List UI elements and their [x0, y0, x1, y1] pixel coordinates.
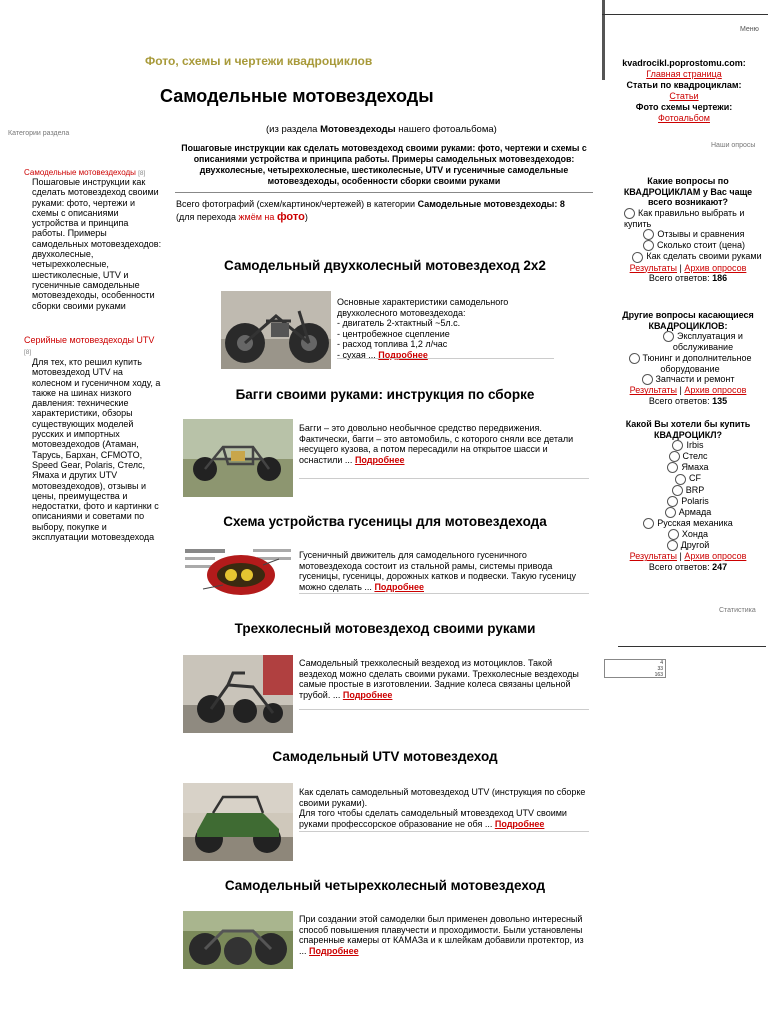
stats-rule [618, 646, 766, 647]
radio-icon[interactable] [665, 507, 676, 518]
poll-frequent-questions: Какие вопросы по КВАДРОЦИКЛАМ у Вас чаще всего возникают? Как правильно выбрать и купить Отзывы и сравнения Сколько стоит (цена) Как сделать своими руками Результаты | Архив опросов Всего ответов: 186 [612, 176, 764, 284]
poll-archive-link[interactable]: Архив опросов [684, 385, 747, 396]
radio-icon[interactable] [632, 252, 643, 263]
track-scheme-image[interactable] [183, 545, 293, 601]
more-link[interactable]: Подробнее [378, 349, 428, 360]
divider [299, 831, 589, 832]
poll-option[interactable]: Irbis [612, 440, 764, 451]
more-link[interactable]: Подробнее [374, 581, 424, 592]
sidebar-top-rule [602, 14, 768, 15]
poll-other-questions: Другие вопросы касающиеся КВАДРОЦИКЛОВ: Эксплуатация и обслуживание Тюнинг и дополнительное оборудование Запчасти и ремонт Результаты | Архив опросов Всего ответов: 135 [612, 310, 764, 406]
more-link[interactable]: Подробнее [354, 454, 405, 465]
article-excerpt: Как сделать самодельный мотовездеход UTV (инструкция по сборке своими руками). Для того чтобы сделать самодельный мтовездеход UTV своими руками профессорское образование не обя ... Подробнее [299, 787, 586, 829]
radio-icon[interactable] [669, 451, 680, 462]
section-source: (из раздела Мотовездеходы нашего фотоальбома) [266, 124, 497, 135]
page-title: Самодельные мотовездеходы [160, 86, 434, 106]
poll-option[interactable]: Отзывы и сравнения [612, 229, 764, 240]
article-excerpt: Самодельный трехколесный вездеход из мотоциклов. Такой вездеход можно сделать своими руками. Трехколесные вездеходы самые простые в изготовлении. Задние колеса связаны цельной трубой. ... Подробнее [299, 658, 579, 700]
radio-icon[interactable] [675, 474, 686, 485]
menu-header[interactable]: Меню [740, 26, 759, 33]
three-wheel-atv-photo[interactable] [183, 655, 293, 733]
article-excerpt: При создании этой самоделки был применен довольно интересный способ повышения плавучести и проходимости. Были установлены спаренные камеры от КАМАЗа и к шлейкам добавили протектор, из ... Подробнее [299, 914, 584, 956]
poll-total: 135 [712, 395, 728, 406]
poll-question: Какой Вы хотели бы купить КВАДРОЦИКЛ? [625, 419, 751, 440]
two-wheel-atv-photo[interactable] [221, 291, 331, 369]
category-link-serial-utv[interactable]: Серийные мотовездеходы UTV [8] [24, 335, 155, 356]
article-title[interactable]: Самодельный UTV мотовездеход [272, 749, 498, 764]
poll-option[interactable]: Эксплуатация и обслуживание [612, 331, 764, 353]
category-desc: Для тех, кто решил купить мотовездеход UTV на колесном и гусеничном ходу, а также на шинах низкого давления: технические характеристики, обзоры существующих моделей русских и импортных мотовездеходов (Атаман, Тарусь, Бархан, CFMOTO, Speed Gear, Polaris, Стелс, Ямаха и других UTV мотовездеходов), отзывы и цены, преимущества и недостатки, фото и картинки с описаниями и советами по выбору, покупке и эксплуатации мотовездехода [32, 357, 161, 543]
poll-option[interactable]: Как правильно выбрать и купить [624, 207, 745, 229]
category-count: [8] [24, 348, 32, 356]
poll-archive-link[interactable]: Архив опросов [684, 262, 747, 273]
poll-option[interactable]: CF [612, 473, 764, 484]
poll-results-link[interactable]: Результаты [629, 262, 678, 273]
photos-label: Фото схемы чертежи: [635, 102, 733, 112]
poll-option[interactable]: Стелс [612, 451, 764, 462]
category-desc: Пошаговые инструкции как сделать мотовездеход своими руками: фото, чертежи и схемы с описаниями устройства и принципа работы. Примеры самодельных мотовездеходов: двухколесные, четырехколесные, шестиколесные, UTV и гусеничные самодельные мотовездеходы, особенности сборки своими руками [32, 177, 162, 311]
stats-header: Статистика [719, 607, 756, 614]
article-title[interactable]: Трехколесный мотовездеход своими руками [234, 621, 536, 636]
poll-question: Другие вопросы касающиеся КВАДРОЦИКЛОВ: [622, 310, 754, 331]
article-excerpt: Багги – это довольно необычное средство передвижения. Фактически, багги – это автомобиль, с которого сняли все детали несущего кузова, а потом пересадили на открытое шасси и оснастили ... Подробнее [299, 423, 574, 465]
site-info: kvadrocikl.poprostomu.com: Главная страница Статьи по квадроциклам: Статьи Фото схемы чертежи: Фотоальбом [602, 58, 766, 124]
radio-icon[interactable] [642, 374, 653, 385]
radio-icon[interactable] [667, 496, 678, 507]
articles-link[interactable]: Статьи [669, 91, 699, 101]
poll-option[interactable]: Тюнинг и дополнительное оборудование [612, 353, 764, 375]
category-intro: Пошаговые инструкции как сделать мотовездеход своими руками: фото, чертежи и схемы с описаниями устройства и принципа работы. Примеры самодельных мотовездеходов: двухколесные, четырехколесные, шестиколесные, UTV и гусеничные самодельные мотовездеходы, особенности сборки своими руками [181, 143, 587, 186]
utv-photo[interactable] [183, 783, 293, 861]
radio-icon[interactable] [624, 208, 635, 219]
visit-counter[interactable]: 4 33 163 [604, 659, 666, 678]
radio-icon[interactable] [667, 540, 678, 551]
photo-count: : 8 [554, 199, 565, 209]
radio-icon[interactable] [663, 331, 674, 342]
polls-header: Наши опросы [711, 142, 756, 149]
radio-icon[interactable] [643, 518, 654, 529]
poll-option[interactable]: Другой [612, 540, 764, 551]
photoalbum-link[interactable]: Фотоальбом [658, 113, 710, 123]
divider [299, 478, 589, 479]
poll-option[interactable]: Хонда [612, 529, 764, 540]
radio-icon[interactable] [672, 485, 683, 496]
radio-icon[interactable] [643, 229, 654, 240]
radio-icon[interactable] [672, 440, 683, 451]
poll-option[interactable]: BRP [612, 485, 764, 496]
radio-icon[interactable] [668, 529, 679, 540]
article-excerpt: Основные характеристики самодельного двухколесного мотовездехода: - двигатель 2-хтактный ~5л.с. - центробежное сцепление - расход топлива 1,2 л/час - сухая ... Подробнее [337, 297, 509, 360]
poll-option[interactable]: Сколько стоит (цена) [612, 240, 764, 251]
poll-total: 247 [712, 561, 728, 572]
more-link[interactable]: Подробнее [309, 945, 359, 956]
poll-results-link[interactable]: Результаты [629, 551, 678, 562]
radio-icon[interactable] [667, 462, 678, 473]
poll-option[interactable]: Ямаха [612, 462, 764, 473]
site-title[interactable]: Фото, схемы и чертежи квадроциклов [145, 54, 373, 68]
poll-which-atv: Какой Вы хотели бы купить КВАДРОЦИКЛ? Irbis Стелс Ямаха CF BRP Polaris Армада Русская механика Хонда Другой Результаты | Архив опросов Всего ответов: 247 [612, 419, 764, 572]
article-title[interactable]: Схема устройства гусеницы для мотовездехода [223, 514, 547, 529]
poll-option[interactable]: Как сделать своими руками [612, 251, 764, 262]
radio-icon[interactable] [643, 240, 654, 251]
poll-option[interactable]: Русская механика [612, 518, 764, 529]
poll-option[interactable]: Армада [612, 507, 764, 518]
divider [337, 358, 554, 359]
more-link[interactable]: Подробнее [342, 689, 393, 700]
article-title[interactable]: Самодельный четырехколесный мотовездеход [224, 878, 546, 893]
buggy-photo[interactable] [183, 419, 293, 497]
site-domain: kvadrocikl.poprostomu.com [622, 58, 743, 68]
foto-hint: фото [276, 211, 305, 223]
article-title[interactable]: Самодельный двухколесный мотовездеход 2х2 [224, 258, 546, 273]
section-link[interactable]: Мотовездеходы [320, 124, 396, 135]
poll-option[interactable]: Polaris [612, 496, 764, 507]
poll-total: 186 [712, 273, 728, 283]
poll-question: Какие вопросы по КВАДРОЦИКЛАМ у Вас чаще всего возникают? [623, 176, 753, 207]
article-excerpt: Гусеничный движитель для самодельного гусеничного мотовездехода состоит из стальной рамы, системы привода гусеницы, гусеницы, дорожных катков и подвески. Такую гусеницу можно сделать ... Подробнее [299, 550, 576, 592]
divider [299, 593, 589, 594]
categories-header: Категории раздела [8, 130, 70, 137]
four-wheel-atv-photo[interactable] [183, 911, 293, 969]
poll-option[interactable]: Запчасти и ремонт [612, 374, 764, 385]
category-link-homemade[interactable]: Самодельные мотовездеходы [8] [24, 168, 146, 177]
category-count: [8] [138, 170, 146, 177]
radio-icon[interactable] [629, 353, 640, 364]
home-link[interactable]: Главная страница [646, 69, 722, 79]
poll-results-link[interactable]: Результаты [629, 385, 678, 396]
photo-total: Всего фотографий (схем/картинок/чертежей) в категории Самодельные мотовездеходы: 8 (для перехода жмём на фото) [176, 199, 565, 223]
articles-label: Статьи по квадроциклам: [626, 80, 742, 90]
divider [299, 709, 589, 710]
more-link[interactable]: Подробнее [494, 818, 545, 829]
poll-archive-link[interactable]: Архив опросов [684, 551, 747, 562]
article-title[interactable]: Багги своими руками: инструкция по сборке [235, 387, 535, 402]
divider [175, 192, 593, 193]
